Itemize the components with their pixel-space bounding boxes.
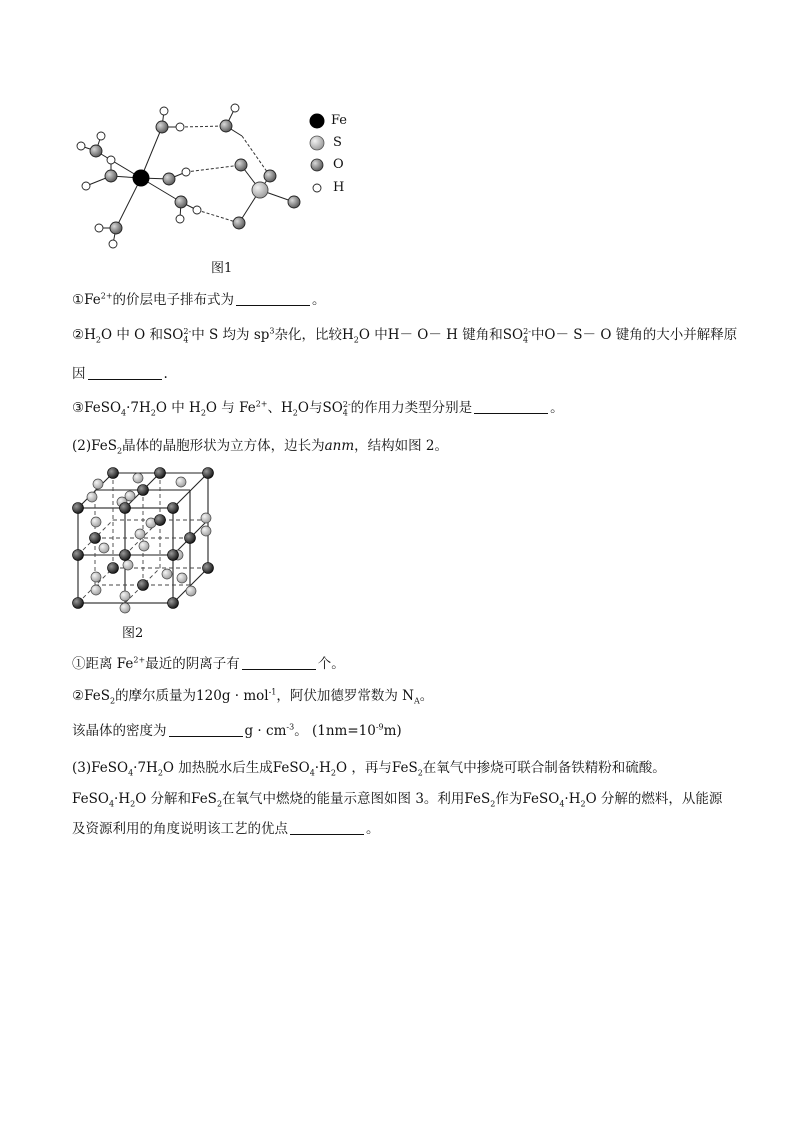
q2-intro: (2)FeS$_2$晶体的晶胞形状为立方体，边长为anm，结构如图 2。 bbox=[72, 438, 449, 456]
q1-line-a: $①Fe^{2+}$的价层电子排布式为 。 bbox=[72, 291, 326, 308]
legend-label-o: O bbox=[333, 157, 344, 172]
q1-line-c: $③FeSO_4\cdot 7H_2O$ 中 $H_2O$ 与 $Fe^{2+}$、$H_2O$与$SO_4^{2-}$的作用力类型分别是 。 bbox=[72, 399, 564, 418]
legend-label-s: S bbox=[333, 135, 342, 150]
q3-line-a: $(3)FeSO_4\cdot 7H_2O$ 加热脱水后生成$FeSO_4\cdot H_2O$ ，再与FeS$_2$在氧气中掺烧可联合制备铁精粉和硫酸。 bbox=[72, 760, 666, 778]
legend-label-h: H bbox=[333, 180, 345, 195]
q3-line-b: $FeSO_4\cdot H_2O$ 分解和FeS$_2$在氧气中燃烧的能量示意图如图 3。利用FeS$_2$作为$FeSO_4\cdot H_2O$ 分解的燃料，从能源 bbox=[72, 791, 723, 809]
answer-blank-3[interactable] bbox=[474, 398, 548, 414]
figure2-caption: 图2 bbox=[122, 626, 144, 641]
q2-line-c: 该晶体的密度为 $g \cdot cm^{-3}$。 $(1nm=10^{-9}m)$ bbox=[72, 722, 402, 739]
answer-blank-4[interactable] bbox=[242, 654, 316, 670]
q2-line-b: ②FeS$_2$的摩尔质量为120g · mol$^{-1}$，阿伏加德罗常数为 $N_A$。 bbox=[72, 687, 434, 706]
legend-label-fe: Fe bbox=[331, 113, 348, 128]
q2-line-a: ①距离 $Fe^{2+}$最近的阴离子有 个。 bbox=[72, 655, 345, 672]
figure1-caption: 图1 bbox=[211, 261, 233, 276]
answer-blank-2[interactable] bbox=[88, 364, 162, 380]
q1-line-b2: 因 . bbox=[72, 366, 168, 382]
answer-blank-5[interactable] bbox=[169, 721, 243, 737]
answer-blank-1[interactable] bbox=[236, 290, 310, 306]
q3-line-c: 及资源利用的角度说明该工艺的优点 。 bbox=[72, 821, 380, 837]
answer-blank-6[interactable] bbox=[290, 819, 364, 835]
figure1-structure bbox=[0, 0, 794, 300]
q1-line-b: $②H_2O$ 中 O 和$SO_4^{2-}$中 S 均为 $sp^3$杂化，比较$H_2O$ 中H－ O－ H 键角和$SO_4^{2-}$中O－ S－ O 键角的大小并解释原 bbox=[72, 326, 738, 345]
